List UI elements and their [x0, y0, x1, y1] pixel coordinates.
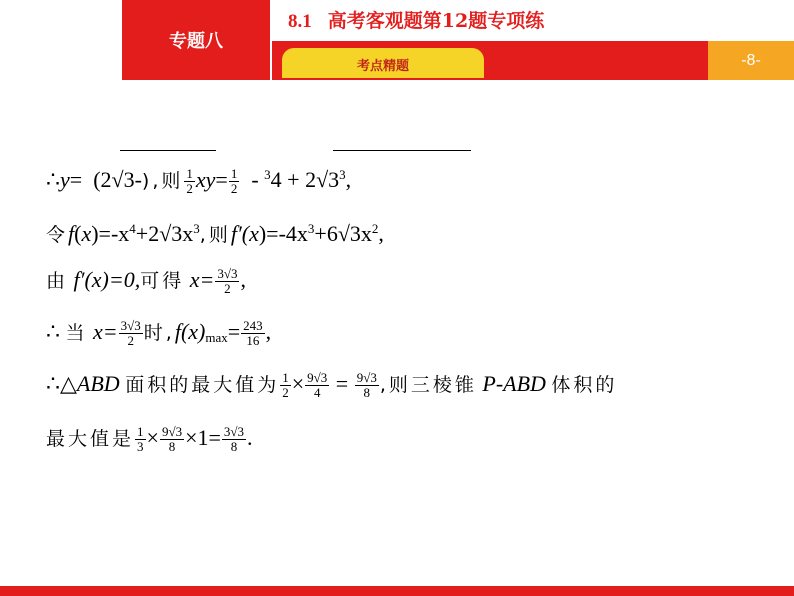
word-then: ,则 [199, 224, 231, 246]
expr-mid: +2√3x [135, 221, 194, 246]
equals: = [69, 167, 83, 192]
word-kede: 可得 [140, 270, 185, 292]
var-y: y [60, 167, 70, 192]
end-comma-3: , [240, 267, 246, 292]
fraction-3sqrt3-8: $\frac{3√3}{8}$ [223, 424, 245, 455]
fraction-1-3: $\frac{1}{3}$ [137, 424, 144, 455]
end-comma-4: , [265, 319, 272, 344]
triangle-symbol: △ [60, 372, 77, 397]
var-pabd: P-ABD [482, 371, 546, 396]
word-shi: 时, [143, 322, 175, 344]
fraction-3sqrt3-2: $\frac{3√3}{2}$ [217, 266, 238, 297]
section-tab[interactable]: 专题八 [122, 0, 270, 80]
fraction-half-2: $\frac{1}{2}$ [230, 166, 238, 197]
text-area-max: 面积的最大值为 [125, 374, 280, 396]
line-4 [46, 318, 271, 349]
end-period: . [247, 425, 253, 450]
fraction-9sqrt3-8: $\frac{9√3}{8}$ [356, 370, 377, 401]
pow-4: 4 [129, 221, 136, 236]
therefore-symbol: ∴ [46, 168, 60, 193]
fraction-3sqrt3-2-b: $\frac{3√3}{2}$ [120, 318, 141, 349]
expr-fprime-zero: f′(x)=0, [73, 267, 141, 292]
expr-1: (2√3- [93, 167, 142, 192]
var-xy: xy [195, 167, 216, 192]
expr-2: - [251, 167, 259, 192]
exp-3: 3 [339, 167, 346, 182]
therefore-symbol-5: ∴ [46, 372, 60, 397]
pow-2: 2 [371, 221, 379, 236]
var-x-eq: x= [189, 267, 215, 292]
exp-4: 3 [264, 167, 271, 182]
equals-4: = [227, 319, 241, 344]
text-volume: 体积的 [551, 374, 618, 396]
pow-3: 3 [193, 221, 200, 236]
word-you: 由 [46, 270, 69, 292]
equals-5: = [335, 371, 349, 396]
var-abd: ABD [76, 371, 120, 396]
word-dang: 当 [65, 322, 88, 344]
fraction-243-16: $\frac{243}{16}$ [243, 318, 263, 349]
therefore-symbol-4: ∴ [46, 320, 60, 345]
expr-3: 4 + 2√3 [270, 167, 340, 192]
overline-1 [120, 150, 216, 151]
title-number: 8.1 [288, 11, 312, 32]
expr-rest-2: )=-4x [258, 221, 308, 246]
expr-mid-2: +6√3x [314, 221, 372, 246]
text-then-pyramid: ,则三棱锥 [379, 374, 477, 396]
word-ling: 令 [46, 224, 69, 246]
times-symbol-6: × [146, 425, 159, 450]
times-one: ×1= [185, 425, 221, 450]
expr-fx: f(x) [174, 319, 206, 344]
title-text: 高考客观题第12题专项练 [327, 10, 545, 32]
subtab-kaodian[interactable]: 考点精题 [282, 48, 484, 78]
fraction-half: $\frac{1}{2}$ [186, 166, 193, 197]
page-number: -8- [708, 41, 794, 80]
expr-tail-1: ),则 [141, 170, 184, 192]
line-5 [46, 370, 617, 401]
text-max-value: 最大值是 [46, 428, 135, 450]
expr-rest: )=-x [91, 221, 130, 246]
var-x: x [81, 221, 92, 246]
fraction-1-2: $\frac{1}{2}$ [282, 370, 289, 401]
pow-3b: 3 [307, 221, 315, 236]
fraction-9sqrt3-8-b: $\frac{9√3}{8}$ [161, 424, 183, 455]
line-6 [46, 424, 253, 455]
var-x-2: x [249, 221, 259, 246]
fraction-9sqrt3-4: $\frac{9√3}{4}$ [307, 370, 328, 401]
end-comma: , [378, 221, 384, 246]
overline-2 [333, 150, 471, 151]
var-f: f [68, 221, 75, 246]
bottom-red-line [0, 586, 794, 596]
page-title [288, 6, 544, 33]
line-1 [46, 166, 351, 197]
equals-2: = [215, 167, 228, 192]
var-x-eq-4: x= [93, 319, 118, 344]
line-3 [46, 266, 246, 297]
times-symbol: × [291, 371, 305, 396]
comma: , [345, 167, 352, 192]
subscript-max: max [205, 330, 228, 345]
header-bar [0, 0, 794, 80]
line-2: 令$f(x)=-x^4+2√3x^3$,则$f'(x)=-4x^3+6√3x^2$, [46, 221, 384, 246]
var-fprime: f′( [230, 221, 250, 246]
